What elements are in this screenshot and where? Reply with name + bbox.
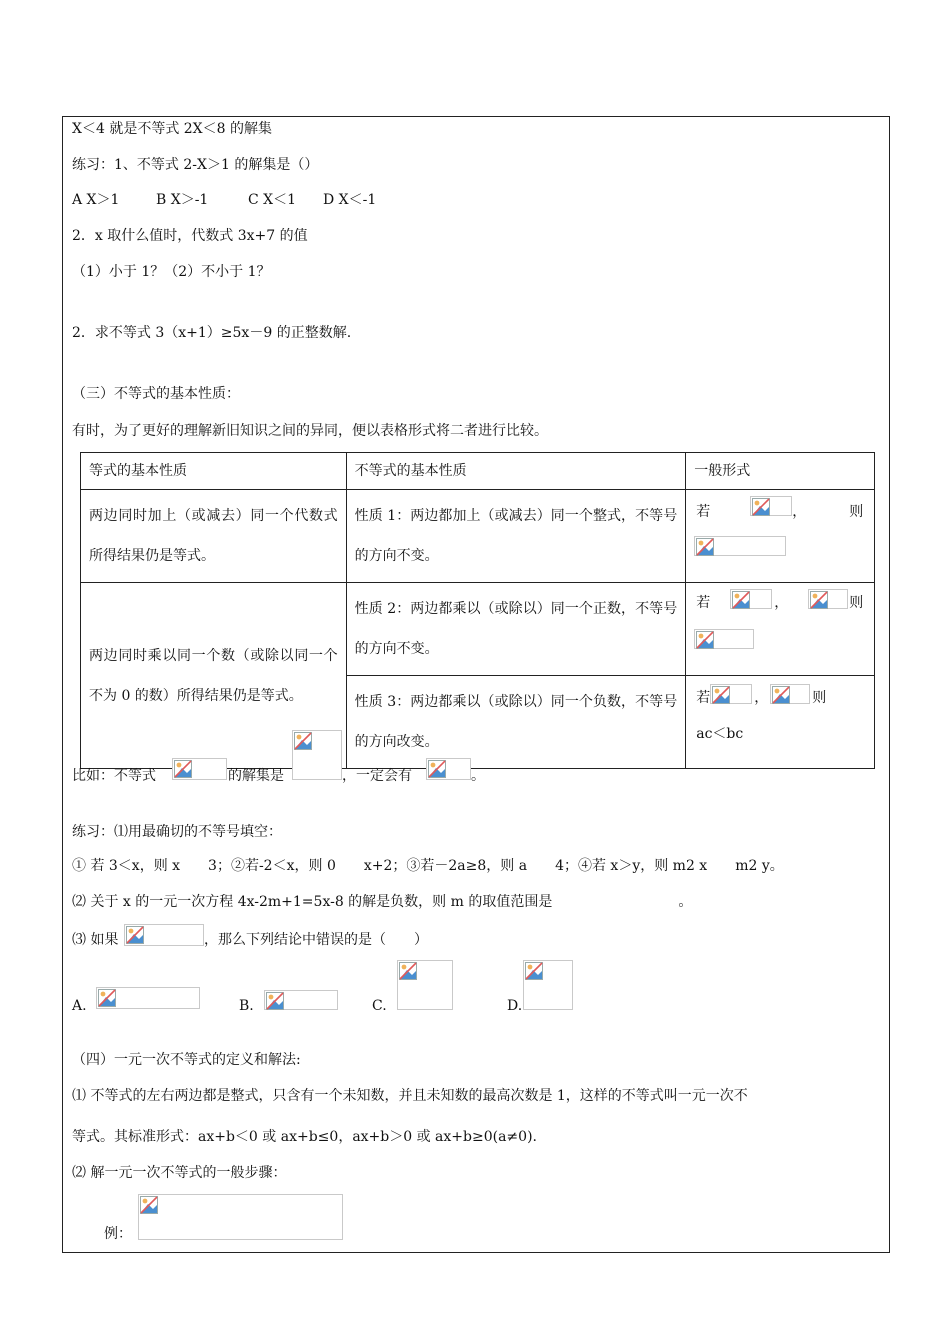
formula-image [694,629,754,649]
equality-property-1: 两边同时加上（或减去）同一个代数式所得结果仍是等式。 [81,490,347,583]
practice-q3-prefix: ⑶ 如果 [72,932,119,948]
inequality-property-2: 性质 2：两边都乘以（或除以）同一个正数，不等号的方向不变。 [346,583,686,676]
section-4-example: 例： [104,1226,132,1242]
example-then: ，一定会有 [342,768,412,784]
formula-image [426,758,471,780]
if-label: 若 [696,595,711,611]
section-3-title: （三）不等式的基本性质： [72,386,240,402]
if-label: 若 [696,504,711,520]
inequality-property-3: 性质 3：两边都乘以（或除以）同一个负数，不等号的方向改变。 [346,676,686,769]
header-equality: 等式的基本性质 [81,453,347,490]
section-4-def-line-1: ⑴ 不等式的左右两边都是整式，只含有一个未知数，并且未知数的最高次数是 1，这样的不等式叫一元一次不 [72,1088,748,1104]
formula-image [138,1194,343,1240]
exercise-2-sub: （1）小于 1？（2）不小于 1？ [72,264,271,280]
formula-image [710,684,752,704]
comma: ， [754,690,769,706]
comma: ， [774,595,789,611]
exercise-1-option-b: B X＞-1 [156,192,209,208]
comma: ， [792,504,807,520]
exercise-3: 2．求不等式 3（x+1）≥5x－9 的正整数解. [72,325,352,341]
practice-title: 练习：⑴用最确切的不等号填空： [72,824,282,840]
formula-image [292,730,342,780]
general-form-2 [686,583,875,676]
practice-q3-suffix: ，那么下列结论中错误的是（ ） [204,932,428,948]
example-middle: 的解集是 [228,768,284,784]
section-4-title: （四）一元一次不等式的定义和解法: [72,1052,301,1068]
header-inequality: 不等式的基本性质 [346,453,686,490]
exercise-1: 练习：1、不等式 2-X＞1 的解集是（） [72,157,319,173]
section-4-steps: ⑵ 解一元一次不等式的一般步骤： [72,1165,287,1181]
formula-image [96,987,200,1009]
properties-table [80,452,875,769]
exercise-2: 2．x 取什么值时，代数式 3x+7 的值 [72,228,308,244]
option-c-label: C. [372,998,387,1014]
intro-line: X＜4 就是不等式 2X＜8 的解集 [72,121,273,137]
option-b-label: B. [239,998,254,1014]
example-end: 。 [471,768,485,784]
formula-image [808,589,848,609]
formula-image [264,990,338,1010]
option-a-label: A. [72,998,87,1014]
equality-property-2: 两边同时乘以同一个数（或除以同一个不为 0 的数）所得结果仍是等式。 [81,583,347,769]
formula-image [770,684,810,704]
then-label: 则 [812,690,827,706]
formula-image [124,924,204,946]
then-label: 则 [849,504,864,520]
if-label: 若 [696,690,711,706]
header-general: 一般形式 [686,453,875,490]
practice-q1: ① 若 3＜x，则 x 3；②若-2＜x，则 0 x+2；③若－2a≥8，则 a 4；④若 x＞y，则 m2 x m2 y。 [72,858,784,874]
inequality-property-1: 性质 1：两边都加上（或减去）同一个整式，不等号的方向不变。 [346,490,686,583]
exercise-1-option-d: D X＜-1 [323,192,377,208]
practice-q2: ⑵ 关于 x 的一元一次方程 4x-2m+1=5x-8 的解是负数，则 m 的取值范围是 。 [72,894,693,910]
general-form-3 [686,676,875,769]
formula-image [397,960,453,1010]
formula-image [750,496,792,516]
formula-image [694,536,786,556]
section-3-desc: 有时，为了更好的理解新旧知识之间的异同，便以表格形式将二者进行比较。 [72,423,548,439]
exercise-1-option-c: C X＜1 [248,192,297,208]
example-prefix: 比如：不等式 [72,768,156,784]
then-label: 则 [849,595,864,611]
section-4-def-line-2: 等式。其标准形式：ax+b＜0 或 ax+b≤0，ax+b＞0 或 ax+b≥0(a≠0). [72,1129,537,1145]
option-d-label: D. [507,998,523,1014]
general-form-1 [686,490,875,583]
general-form-3-result: ac＜bc [696,726,744,742]
formula-image [523,960,573,1010]
formula-image [730,589,772,609]
formula-image [172,758,227,780]
exercise-1-option-a: A X＞1 [72,192,120,208]
